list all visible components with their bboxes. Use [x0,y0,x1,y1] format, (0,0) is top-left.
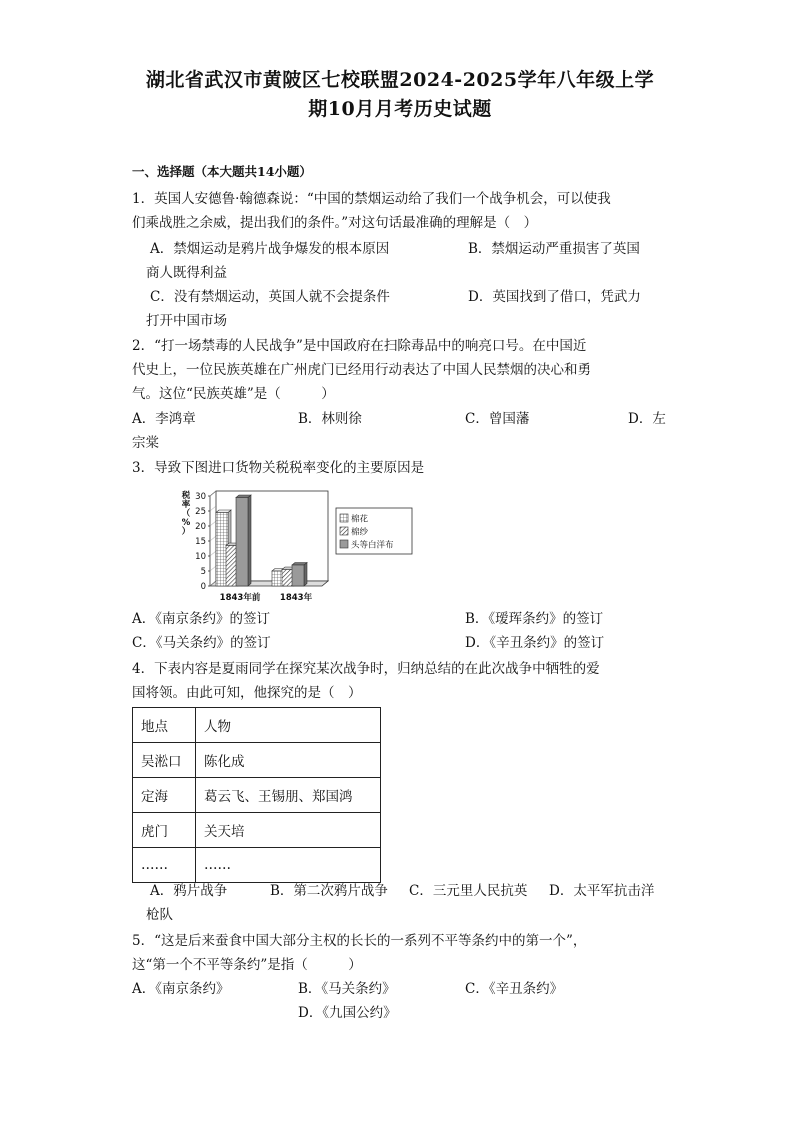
tariff-bar-chart [172,484,422,606]
q1-option-b-cont: 商人既得利益 [146,265,227,281]
q2-option-c[interactable]: C．曾国藩 [465,411,530,427]
q4-option-d[interactable]: D．太平军抗击洋 [549,883,655,899]
chart-y-label-char: 税 [181,491,191,501]
table-cell-person: 陈化成 [196,743,381,778]
q3-stem: 3．导致下图进口货物关税税率变化的主要原因是 [132,460,425,476]
chart-bar-side [304,563,307,587]
q2-stem-line-3: 气。这位“民族英雄”是（ ） [132,386,335,402]
chart-legend-label: 棉纱 [351,527,369,538]
table-cell-person: 人物 [196,708,381,743]
chart-x-tick-label: 1843年前 [219,593,261,603]
q3-option-c[interactable]: C．《马关条约》的签订 [132,635,271,651]
chart-bar-top [236,495,251,498]
q3-option-a[interactable]: A．《南京条约》的签订 [132,611,270,627]
chart-grid-edge [210,566,216,571]
q1-option-d[interactable]: D．英国找到了借口，凭武力 [468,289,641,305]
table-cell-person: 葛云飞、王锡朋、郑国鸿 [196,778,381,813]
chart-y-tick-label: 10 [195,552,206,562]
chart-y-tick-label: 20 [195,522,206,532]
q4-stem-line-1: 4．下表内容是夏雨同学在探究某次战争时，归纳总结的在此次战争中牺牲的爱 [132,661,600,677]
chart-y-label-char: ） [181,527,191,537]
document-title [120,66,680,124]
table-cell-person: 关天培 [196,813,381,848]
chart-plot-area [195,491,328,603]
table-row [133,743,381,778]
chart-bar-top [292,563,307,566]
q4-option-a[interactable]: A．鸦片战争 [150,883,228,899]
chart-legend-swatch [340,527,348,535]
chart-bar-side [248,495,251,586]
chart-y-tick-label: 0 [200,582,206,592]
chart-y-tick-label: 25 [195,507,206,517]
q2-option-d[interactable]: D．左 [628,411,666,427]
q4-option-c[interactable]: C．三元里人民抗英 [409,883,528,899]
q3-option-b[interactable]: B．《瑷珲条约》的签订 [465,611,604,627]
q2-stem-line-2: 代史上，一位民族英雄在广州虎门已经用行动表达了中国人民禁烟的决心和勇 [132,362,591,378]
title-line-1: 湖北省武汉市黄陂区七校联盟2024-2025学年八年级上学 [145,69,655,91]
table-row [133,848,381,883]
chart-bar [236,498,248,587]
chart-bar-top [216,510,231,513]
section-heading: 一、选择题（本大题共14小题） [132,164,312,179]
q2-option-a[interactable]: A．李鸿章 [132,411,196,427]
chart-y-label-char: 率 [181,500,191,510]
q3-option-d[interactable]: D．《辛丑条约》的签订 [465,635,605,651]
q4-table [132,707,381,883]
chart-y-label-char: % [181,518,191,528]
chart-y-tick-label: 15 [195,537,206,547]
q1-option-a[interactable]: A．禁烟运动是鸦片战争爆发的根本原因 [150,241,390,257]
q4-stem-line-2: 国将领。由此可知，他探究的是（ ） [132,685,362,701]
chart-legend-swatch [340,540,348,548]
chart-y-label-char: （ [181,509,191,519]
q5-option-d[interactable]: D．《九国公约》 [298,1005,397,1021]
chart-x-tick-label: 1843年 [279,593,313,603]
chart-grid-edge [210,536,216,541]
table-cell-person: …… [196,848,381,883]
chart-grid-edge [210,551,216,556]
q5-stem-line-1: 5．“这是后来蚕食中国大部分主权的长长的一系列不平等条约中的第一个”， [132,933,587,949]
q5-option-c[interactable]: C．《辛丑条约》 [465,981,564,997]
table-row [133,778,381,813]
q2-option-d-cont: 宗棠 [132,435,159,451]
table-cell-place: 吴淞口 [133,743,196,778]
q5-stem-line-2: 这“第一个不平等条约”是指（ ） [132,957,362,973]
table-row [133,708,381,743]
table-row [133,813,381,848]
chart-y-tick-label: 5 [200,567,206,577]
table-cell-place: 虎门 [133,813,196,848]
chart-grid-edge [210,521,216,526]
q1-stem-line-1: 1．英国人安德鲁·翰德森说：“中国的禁烟运动给了我们一个战争机会，可以使我 [132,191,611,207]
chart-legend [336,508,412,554]
chart-bar [292,565,304,586]
chart-y-tick-label: 30 [195,492,206,502]
chart-y-axis-label [181,490,191,537]
q1-option-b[interactable]: B．禁烟运动严重损害了英国 [468,241,640,257]
q5-option-b[interactable]: B．《马关条约》 [298,981,396,997]
title-line-2: 期10月月考历史试题 [308,98,492,120]
q2-stem-line-1: 2．“打一场禁毒的人民战争”是中国政府在扫除毒品中的响亮口号。在中国近 [132,338,587,354]
table-cell-place: …… [133,848,196,883]
table-cell-place: 地点 [133,708,196,743]
q1-option-c[interactable]: C．没有禁烟运动，英国人就不会提条件 [150,289,390,305]
q4-option-b[interactable]: B．第二次鸦片战争 [270,883,388,899]
q5-option-a[interactable]: A．《南京条约》 [132,981,230,997]
q2-option-b[interactable]: B．林则徐 [298,411,362,427]
q1-stem-line-2: 们乘战胜之余威，提出我们的条件。”对这句话最准确的理解是（ ） [132,215,538,231]
chart-legend-label: 棉花 [351,514,369,525]
table-cell-place: 定海 [133,778,196,813]
chart-grid-edge [210,491,216,496]
chart-grid-edge [210,506,216,511]
chart-legend-label: 头等白洋布 [351,540,394,551]
chart-legend-swatch [340,514,348,522]
q1-option-d-cont: 打开中国市场 [146,313,227,329]
q4-option-d-cont: 枪队 [146,907,173,923]
